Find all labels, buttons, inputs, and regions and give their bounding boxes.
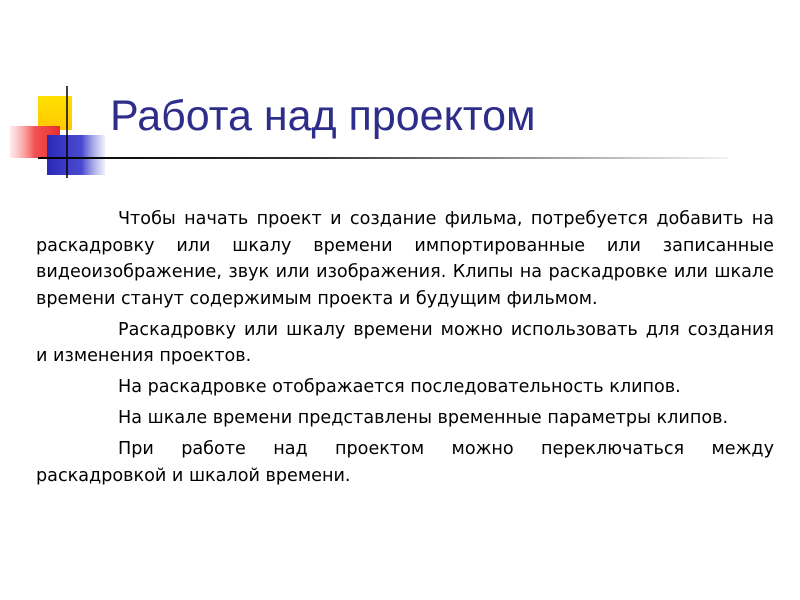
slide-title: Работа над проектом [110,92,536,140]
paragraph: На раскадровке отображается последовательность клипов. [118,377,681,397]
paragraph: Раскадровку или шкалу времени можно использовать для создания и изменения проектов. [36,319,774,366]
paragraph: При работе над проектом можно переключаться между раскадровкой и шкалой времени. [36,439,774,486]
paragraph: На шкале времени представлены временные параметры клипов. [118,408,729,428]
title-underline [38,157,728,159]
paragraph: Чтобы начать проект и создание фильма, потребуется добавить на раскадровку или шкалу времени импортированные или записанные видеоизображение, звук или изображения. Клипы на раскадровке или шкале времени станут содержимым проекта и будущим фильмом. [36,209,774,309]
slide-body [36,206,774,494]
decorative-squares-logo [0,0,120,200]
